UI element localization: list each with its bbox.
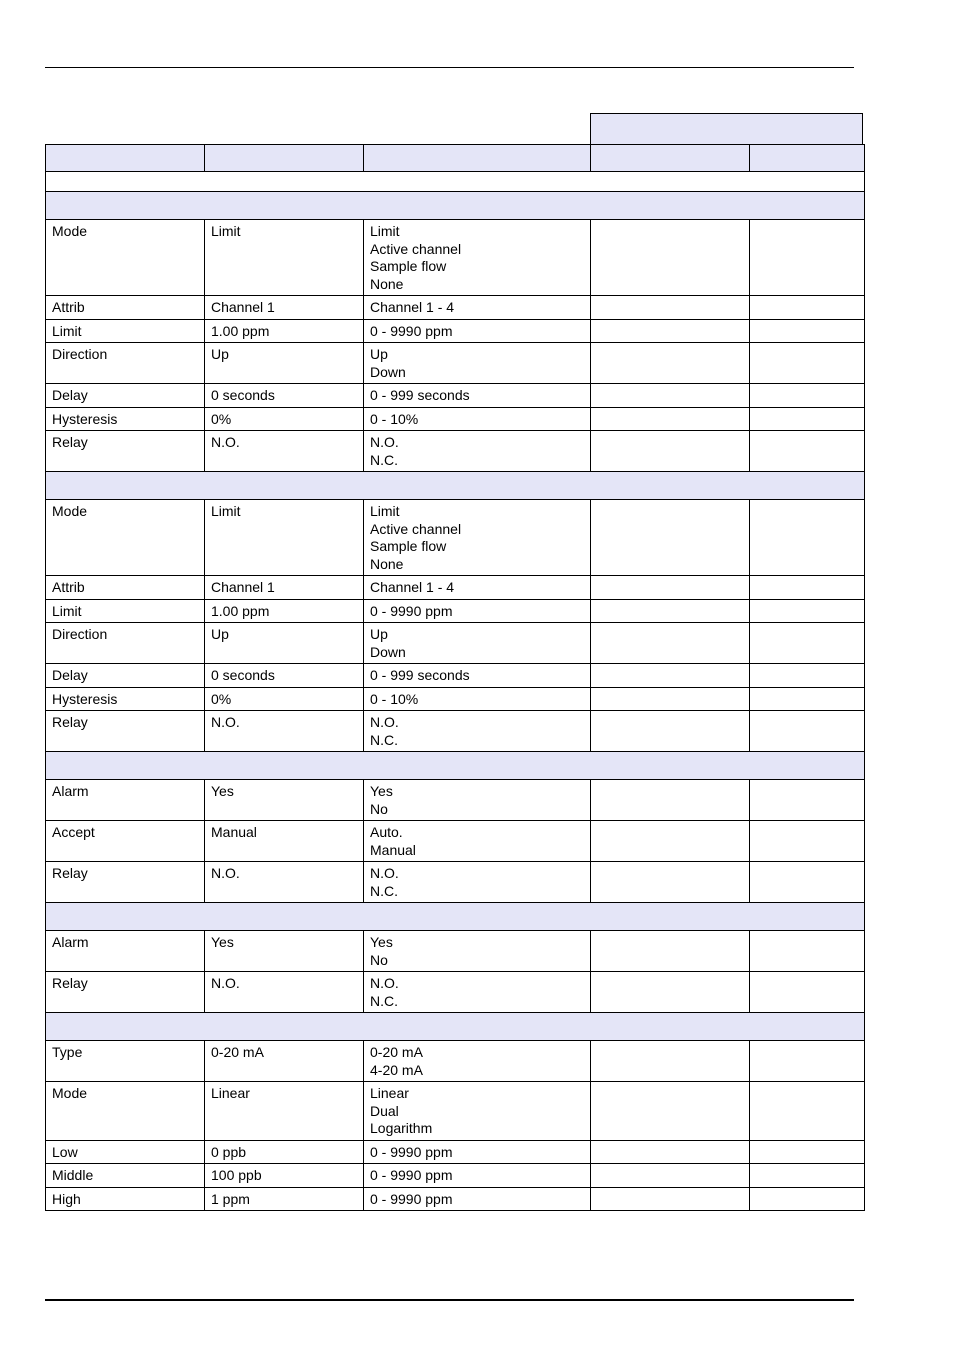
setting-row	[46, 296, 865, 320]
user-setting-cell-1	[591, 431, 750, 472]
column-header-options	[364, 145, 591, 172]
user-setting-cell-2	[750, 319, 865, 343]
user-setting-cell-1	[591, 862, 750, 903]
default-value: Limit	[205, 220, 364, 296]
setting-name: Hysteresis	[46, 687, 205, 711]
option-value: 0 - 9990 ppm	[370, 1167, 453, 1183]
section-header-cell	[46, 752, 865, 780]
user-setting-cell-2	[750, 1082, 865, 1141]
option-value: N.C.	[370, 451, 398, 468]
section-header-cell	[46, 472, 865, 500]
option-value: N.O.	[370, 434, 399, 450]
options-cell	[364, 384, 591, 408]
setting-row	[46, 821, 865, 862]
default-value: N.O.	[205, 431, 364, 472]
user-setting-cell-1	[591, 384, 750, 408]
setting-row	[46, 1164, 865, 1188]
options-cell	[364, 576, 591, 600]
setting-name: Delay	[46, 384, 205, 408]
setting-row	[46, 687, 865, 711]
options-cell	[364, 1187, 591, 1211]
user-setting-cell-2	[750, 664, 865, 688]
default-value: Channel 1	[205, 576, 364, 600]
user-setting-cell-2	[750, 711, 865, 752]
setting-name: High	[46, 1187, 205, 1211]
setting-name: Attrib	[46, 576, 205, 600]
user-setting-cell-2	[750, 862, 865, 903]
option-value: No	[370, 800, 388, 817]
setting-row	[46, 711, 865, 752]
user-setting-cell-1	[591, 931, 750, 972]
default-value: 0 seconds	[205, 664, 364, 688]
settings-table-body	[46, 172, 865, 1211]
option-value: 0 - 999 seconds	[370, 387, 470, 403]
option-value: Dual	[370, 1102, 399, 1119]
setting-row	[46, 343, 865, 384]
option-value: Manual	[370, 841, 416, 858]
user-setting-cell-1	[591, 1164, 750, 1188]
options-cell	[364, 1082, 591, 1141]
options-cell	[364, 821, 591, 862]
option-value: Down	[370, 643, 406, 660]
setting-name: Relay	[46, 711, 205, 752]
option-value: 0-20 mA	[370, 1044, 423, 1060]
option-value: N.O.	[370, 975, 399, 991]
option-value: N.O.	[370, 714, 399, 730]
user-setting-cell-2	[750, 296, 865, 320]
user-setting-cell-2	[750, 343, 865, 384]
option-value: N.O.	[370, 865, 399, 881]
setting-name: Relay	[46, 972, 205, 1013]
option-value: Linear	[370, 1085, 409, 1101]
default-value: 0 seconds	[205, 384, 364, 408]
setting-name: Mode	[46, 1082, 205, 1141]
default-value: 1 ppm	[205, 1187, 364, 1211]
user-setting-cell-1	[591, 1041, 750, 1082]
options-cell	[364, 711, 591, 752]
options-cell	[364, 862, 591, 903]
user-setting-cell-2	[750, 407, 865, 431]
option-value: N.C.	[370, 731, 398, 748]
option-value: 0 - 9990 ppm	[370, 602, 453, 619]
user-setting-cell-2	[750, 931, 865, 972]
option-value: 0 - 9990 ppm	[370, 1143, 453, 1160]
option-value: N.C.	[370, 992, 398, 1009]
option-value: 0 - 10%	[370, 410, 419, 427]
default-value: Up	[205, 343, 364, 384]
user-setting-cell-2	[750, 780, 865, 821]
header-rule	[45, 67, 854, 68]
options-cell	[364, 500, 591, 576]
user-setting-cell-2	[750, 1187, 865, 1211]
option-value: Active channel	[370, 240, 462, 257]
options-cell	[364, 687, 591, 711]
setting-name: Mode	[46, 220, 205, 296]
group-header-cell	[590, 113, 863, 144]
user-setting-cell-1	[591, 1187, 750, 1211]
user-setting-cell-2	[750, 821, 865, 862]
user-setting-cell-1	[591, 407, 750, 431]
setting-row	[46, 623, 865, 664]
setting-name: Accept	[46, 821, 205, 862]
footer-rule	[45, 1299, 854, 1301]
option-value: N.C.	[370, 882, 398, 899]
user-setting-cell-2	[750, 384, 865, 408]
column-header-default	[205, 145, 364, 172]
setting-row	[46, 1187, 865, 1211]
setting-name: Limit	[46, 319, 205, 343]
setting-name: Attrib	[46, 296, 205, 320]
column-header-row	[46, 145, 865, 172]
user-setting-cell-2	[750, 1041, 865, 1082]
setting-name: Relay	[46, 862, 205, 903]
option-value: 4-20 mA	[370, 1061, 423, 1078]
default-value: Channel 1	[205, 296, 364, 320]
user-setting-cell-1	[591, 1082, 750, 1141]
section-header-cell	[46, 192, 865, 220]
option-value: 0 - 9990 ppm	[370, 322, 453, 339]
user-setting-cell-1	[591, 599, 750, 623]
option-value: Up	[370, 346, 388, 362]
setting-name: Middle	[46, 1164, 205, 1188]
option-value: Up	[370, 626, 388, 642]
setting-name: Alarm	[46, 780, 205, 821]
user-setting-cell-2	[750, 220, 865, 296]
setting-name: Relay	[46, 431, 205, 472]
user-setting-cell-1	[591, 220, 750, 296]
user-setting-cell-1	[591, 576, 750, 600]
options-cell	[364, 296, 591, 320]
settings-table	[45, 144, 865, 1211]
options-cell	[364, 931, 591, 972]
setting-row	[46, 599, 865, 623]
user-setting-cell-2	[750, 1164, 865, 1188]
setting-name: Alarm	[46, 931, 205, 972]
default-value: 0 ppb	[205, 1140, 364, 1164]
setting-row	[46, 931, 865, 972]
user-setting-cell-1	[591, 780, 750, 821]
options-cell	[364, 664, 591, 688]
setting-row	[46, 862, 865, 903]
option-value: 0 - 9990 ppm	[370, 1190, 453, 1207]
option-value: Active channel	[370, 520, 462, 537]
user-setting-cell-1	[591, 623, 750, 664]
default-value: N.O.	[205, 972, 364, 1013]
options-cell	[364, 972, 591, 1013]
user-setting-cell-2	[750, 1140, 865, 1164]
setting-name: Low	[46, 1140, 205, 1164]
user-setting-cell-2	[750, 687, 865, 711]
column-header-user-1	[591, 145, 750, 172]
option-value: None	[370, 275, 404, 292]
setting-row	[46, 1041, 865, 1082]
option-value: Channel 1 - 4	[370, 299, 455, 315]
setting-row	[46, 1140, 865, 1164]
setting-name: Direction	[46, 343, 205, 384]
setting-name: Type	[46, 1041, 205, 1082]
options-cell	[364, 343, 591, 384]
user-setting-cell-1	[591, 343, 750, 384]
column-header-setting	[46, 145, 205, 172]
default-value: N.O.	[205, 862, 364, 903]
setting-row	[46, 407, 865, 431]
option-value: Channel 1 - 4	[370, 579, 455, 595]
option-value: Logarithm	[370, 1120, 433, 1136]
options-cell	[364, 319, 591, 343]
default-value: Yes	[205, 931, 364, 972]
blank-row	[46, 172, 865, 192]
user-setting-cell-2	[750, 599, 865, 623]
default-value: Yes	[205, 780, 364, 821]
column-header-user-2	[750, 145, 865, 172]
setting-name: Mode	[46, 500, 205, 576]
default-value: 0-20 mA	[205, 1041, 364, 1082]
user-setting-cell-1	[591, 664, 750, 688]
option-value: Limit	[370, 503, 400, 519]
setting-row	[46, 220, 865, 296]
section-header-row	[46, 752, 865, 780]
section-header-row	[46, 1013, 865, 1041]
user-setting-cell-2	[750, 576, 865, 600]
user-setting-cell-1	[591, 687, 750, 711]
default-value: 1.00 ppm	[205, 319, 364, 343]
setting-name: Direction	[46, 623, 205, 664]
options-cell	[364, 407, 591, 431]
section-header-cell	[46, 903, 865, 931]
user-setting-cell-2	[750, 431, 865, 472]
option-value: 0 - 10%	[370, 690, 419, 707]
user-setting-cell-1	[591, 296, 750, 320]
user-setting-cell-1	[591, 1140, 750, 1164]
options-cell	[364, 1140, 591, 1164]
setting-row	[46, 431, 865, 472]
options-cell	[364, 1041, 591, 1082]
option-value: Sample flow	[370, 258, 447, 274]
option-value: None	[370, 555, 404, 572]
user-setting-cell-1	[591, 319, 750, 343]
default-value: Manual	[205, 821, 364, 862]
option-value: Auto.	[370, 824, 403, 840]
setting-row	[46, 319, 865, 343]
default-value: Linear	[205, 1082, 364, 1141]
user-setting-cell-1	[591, 500, 750, 576]
options-cell	[364, 623, 591, 664]
setting-name: Hysteresis	[46, 407, 205, 431]
default-value: N.O.	[205, 711, 364, 752]
user-setting-cell-1	[591, 711, 750, 752]
setting-row	[46, 384, 865, 408]
option-value: Yes	[370, 783, 393, 799]
default-value: 1.00 ppm	[205, 599, 364, 623]
option-value: Limit	[370, 223, 400, 239]
user-setting-cell-2	[750, 972, 865, 1013]
option-value: Yes	[370, 934, 393, 950]
options-cell	[364, 780, 591, 821]
options-cell	[364, 220, 591, 296]
section-header-row	[46, 903, 865, 931]
blank-cell	[46, 172, 865, 192]
option-value: Down	[370, 363, 406, 380]
default-value: 0%	[205, 407, 364, 431]
section-header-cell	[46, 1013, 865, 1041]
setting-row	[46, 576, 865, 600]
setting-row	[46, 972, 865, 1013]
user-setting-cell-1	[591, 972, 750, 1013]
user-setting-cell-2	[750, 623, 865, 664]
user-setting-cell-2	[750, 500, 865, 576]
setting-row	[46, 664, 865, 688]
default-value: 0%	[205, 687, 364, 711]
user-setting-cell-1	[591, 821, 750, 862]
section-header-row	[46, 192, 865, 220]
section-header-row	[46, 472, 865, 500]
options-cell	[364, 599, 591, 623]
setting-name: Delay	[46, 664, 205, 688]
setting-name: Limit	[46, 599, 205, 623]
default-value: Limit	[205, 500, 364, 576]
option-value: No	[370, 951, 388, 968]
default-value: Up	[205, 623, 364, 664]
setting-row	[46, 1082, 865, 1141]
default-value: 100 ppb	[205, 1164, 364, 1188]
options-cell	[364, 1164, 591, 1188]
setting-row	[46, 500, 865, 576]
setting-row	[46, 780, 865, 821]
options-cell	[364, 431, 591, 472]
option-value: Sample flow	[370, 538, 447, 554]
option-value: 0 - 999 seconds	[370, 667, 470, 683]
